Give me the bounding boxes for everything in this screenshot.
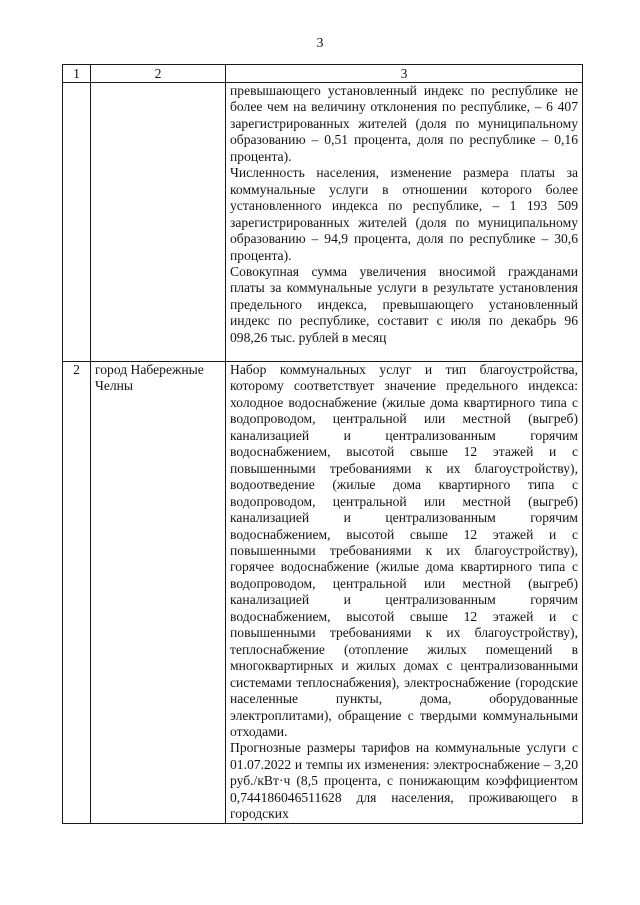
row-number-cell: 2 [63, 362, 91, 824]
description-cell [226, 362, 583, 824]
row-number-cell [63, 83, 91, 362]
table-row-2 [63, 362, 583, 824]
table-header-row [63, 65, 583, 83]
paragraph-excess-population: превышающего установленный индекс по республике не более чем на величину отклонения по республике, – 6 407 зарегистрированных жителей (доля по муниципальному образованию – 0,51 процента, доля по республике – 0,16 процента). [230, 83, 578, 164]
page-number: 3 [316, 36, 324, 51]
description-cell [226, 83, 583, 362]
tariff-table [62, 64, 583, 824]
header-cell-1: 1 [63, 65, 91, 83]
paragraph-population-above-index: Численность населения, изменение размера платы за коммунальные услуги в отношении которого более установленного индекса по республике, – 1 193 509 зарегистрированных жителей (доля по муниципальному образованию – 94,9 процента, доля по республике – 30,6 процента). [230, 165, 578, 263]
header-cell-3: 3 [226, 65, 583, 83]
paragraph-total-increase: Совокупная сумма увеличения вносимой гражданами платы за коммунальные услуги в результате установления предельного индекса, превышающего установленный индекс по республике, составит с июля по декабрь 96 098,26 тыс. рублей в месяц [230, 263, 578, 345]
municipality-cell [91, 83, 226, 362]
header-cell-2: 2 [91, 65, 226, 83]
table-row-continuation [63, 83, 583, 362]
paragraph-forecast-tariffs: Прогнозные размеры тарифов на коммунальные услуги с 01.07.2022 и темпы их изменения: электроснабжение – 3,20 руб./кВт·ч (8,5 процента, с понижающим коэффициентом 0,744186046511628 для населения, проживающего в городских [230, 740, 578, 822]
municipality-cell: город Набережные Челны [91, 362, 226, 824]
paragraph-utility-set: Набор коммунальных услуг и тип благоустройства, которому соответствует значение предельного индекса: холодное водоснабжение (жилые дома квартирного типа с водопроводом, центральной или местной (выгреб) канализацией и централизованным горячим водоснабжением, высотой свыше 12 этажей и с повышенными требованиями к их благоустройству), водоотведение (жилые дома квартирного типа с водопроводом, центральной или местной (выгреб) канализацией и централизованным горячим водоснабжением, высотой свыше 12 этажей и с повышенными требованиями к их благоустройству), горячее водоснабжение (жилые дома квартирного типа с водопроводом, центральной или местной (выгреб) канализацией и централизованным горячим водоснабжением, высотой свыше 12 этажей и с повышенными требованиями к их благоустройству), теплоснабжение (отопление жилых помещений в многоквартирных и жилых домах с централизованными системами теплоснабжения), электроснабжение (городские населенные пункты, дома, оборудованные электроплитами), обращение с твердыми коммунальными отходами. [230, 362, 578, 739]
